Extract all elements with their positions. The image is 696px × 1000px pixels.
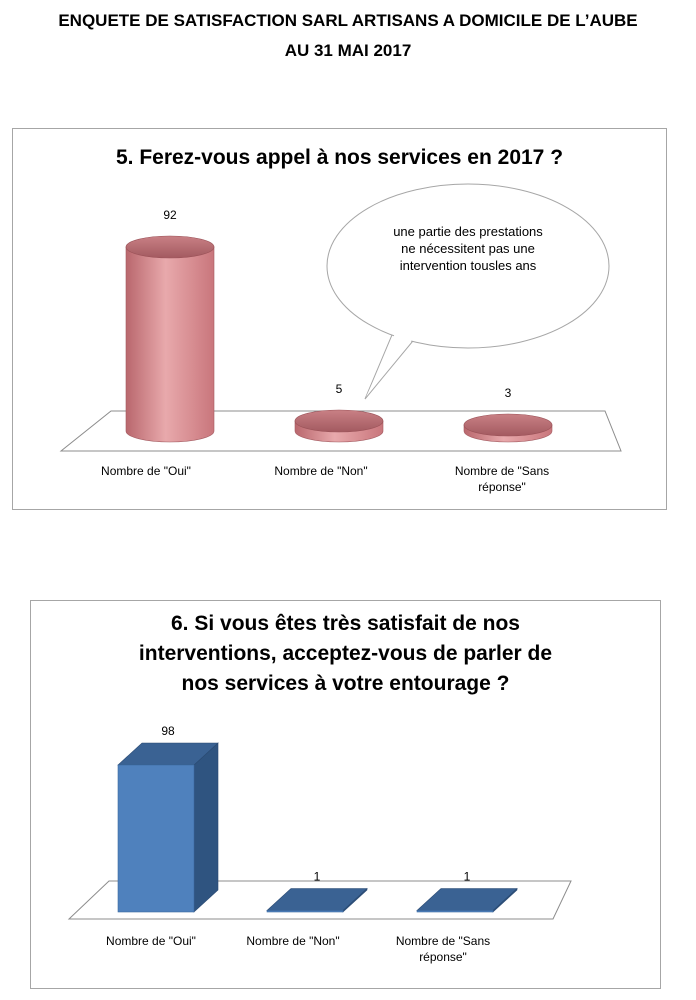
bar-front — [118, 765, 194, 912]
callout-text — [368, 223, 568, 274]
chart-title-line: interventions, acceptez-vous de parler de — [138, 642, 553, 665]
chart-plot — [31, 601, 662, 990]
bar-body — [126, 247, 214, 442]
data-label: 1 — [313, 869, 321, 884]
callout-line: intervention tousles ans — [399, 258, 537, 273]
chart-parler-de-nos-services — [30, 600, 661, 989]
chart-title-line: 6. Si vous êtes très satisfait de nos — [171, 612, 520, 635]
bar — [295, 410, 383, 442]
x-tick-label: Nombre de "Oui" — [101, 464, 191, 478]
data-label: 3 — [504, 386, 512, 400]
bar-front — [267, 911, 343, 913]
bar — [126, 236, 214, 442]
x-tick-label: réponse" — [419, 950, 467, 964]
callout-line: une partie des prestations — [393, 224, 543, 239]
page-title — [0, 6, 696, 66]
x-tick-label: Nombre de "Non" — [246, 934, 340, 948]
callout-bubble — [327, 184, 609, 399]
bar-top — [295, 410, 383, 432]
callout-line: ne nécessitent pas une — [401, 241, 535, 256]
bar — [464, 414, 552, 442]
page-title-line-2: AU 31 MAI 2017 — [284, 41, 412, 60]
chart-title: 5. Ferez-vous appel à nos services en 2017 ? — [115, 146, 564, 169]
x-tick-label: Nombre de "Sans — [454, 464, 550, 478]
bar — [118, 743, 218, 912]
data-label: 98 — [161, 724, 175, 738]
chart-title-line: nos services à votre entourage ? — [181, 672, 510, 695]
data-label: 5 — [335, 382, 343, 396]
bar-front — [417, 911, 493, 913]
data-label: 92 — [163, 208, 177, 222]
chart-plot — [13, 129, 668, 511]
data-label: 1 — [463, 869, 471, 884]
x-tick-label: Nombre de "Oui" — [106, 934, 196, 948]
x-tick-label: réponse" — [478, 480, 526, 494]
bar-top — [126, 236, 214, 258]
page-title-line-1: ENQUETE DE SATISFACTION SARL ARTISANS A DOMICILE DE L’AUBE — [58, 11, 638, 30]
bar-top — [464, 414, 552, 436]
bar-side — [194, 743, 218, 912]
x-tick-label: Nombre de "Non" — [274, 464, 368, 478]
chart-ferez-vous-appel — [12, 128, 667, 510]
x-tick-label: Nombre de "Sans — [395, 934, 491, 948]
